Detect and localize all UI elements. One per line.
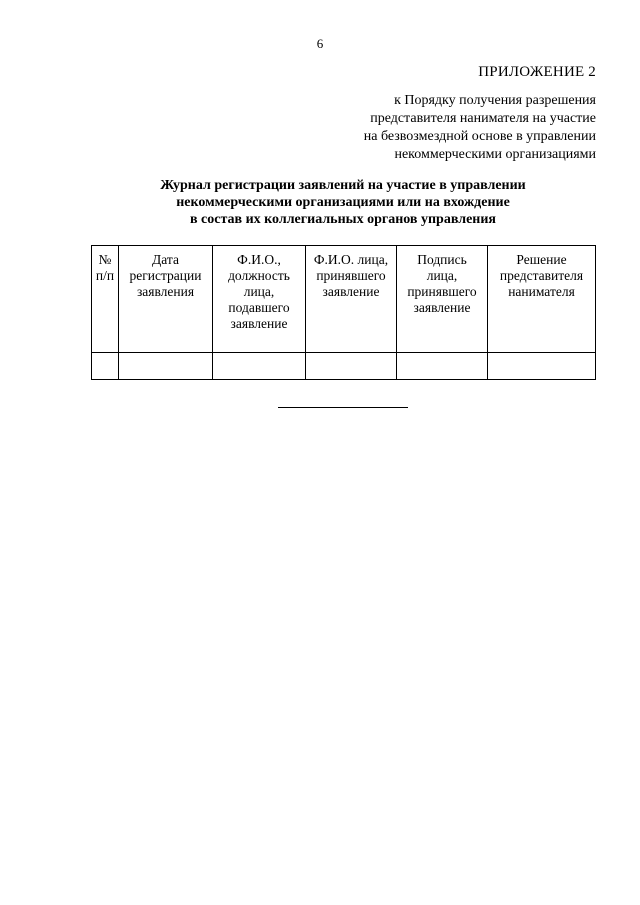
journal-title-line: в состав их коллегиальных органов управления	[189, 212, 496, 227]
page-number: 6	[316, 36, 324, 51]
column-header-receiver-signature	[397, 246, 488, 353]
journal-title-line: некоммерческими организациями или на вхождение	[176, 195, 510, 210]
column-header-line: заявления	[136, 284, 195, 299]
column-header-line: Подпись	[417, 252, 467, 267]
appendix-reference-line: представителя нанимателя на участие	[370, 111, 596, 126]
table-cell	[213, 353, 306, 380]
closing-divider	[278, 407, 408, 408]
journal-title-line: Журнал регистрации заявлений на участие в управлении	[160, 178, 526, 193]
column-header-line: лица,	[243, 284, 275, 299]
column-header-line: заявление	[413, 300, 471, 315]
column-header-line: регистрации	[129, 268, 202, 283]
table-cell	[306, 353, 397, 380]
appendix-reference-line: к Порядку получения разрешения	[394, 93, 596, 108]
column-header-line: Решение	[516, 252, 567, 267]
appendix-reference-line: некоммерческими организациями	[394, 147, 596, 162]
appendix-reference-line: на безвозмездной основе в управлении	[363, 129, 596, 144]
table-header-row	[92, 246, 596, 353]
column-header-line: представителя	[499, 268, 584, 283]
column-header-line: заявление	[322, 284, 380, 299]
journal-table	[91, 245, 596, 380]
column-header-number	[92, 246, 119, 353]
column-header-line: лица,	[426, 268, 458, 283]
column-header-line: Ф.И.О.,	[237, 252, 281, 267]
column-header-decision	[488, 246, 596, 353]
table-cell	[488, 353, 596, 380]
column-header-line: принявшего	[316, 268, 386, 283]
column-header-line: подавшего	[228, 300, 290, 315]
column-header-line: принявшего	[407, 284, 477, 299]
table-cell	[92, 353, 119, 380]
column-header-line: должность	[228, 268, 290, 283]
column-header-applicant	[213, 246, 306, 353]
column-header-registration-date	[119, 246, 213, 353]
column-header-line: п/п	[95, 268, 115, 283]
table-cell	[119, 353, 213, 380]
column-header-line: Дата	[152, 252, 179, 267]
appendix-title: ПРИЛОЖЕНИЕ 2	[478, 64, 596, 80]
table-cell	[397, 353, 488, 380]
table-row	[92, 353, 596, 380]
journal-title	[0, 177, 640, 228]
column-header-line: нанимателя	[508, 284, 575, 299]
column-header-line: Ф.И.О. лица,	[313, 252, 389, 267]
column-header-line: заявление	[230, 316, 288, 331]
appendix-reference	[364, 92, 596, 164]
column-header-line: №	[98, 252, 112, 267]
column-header-receiver	[306, 246, 397, 353]
